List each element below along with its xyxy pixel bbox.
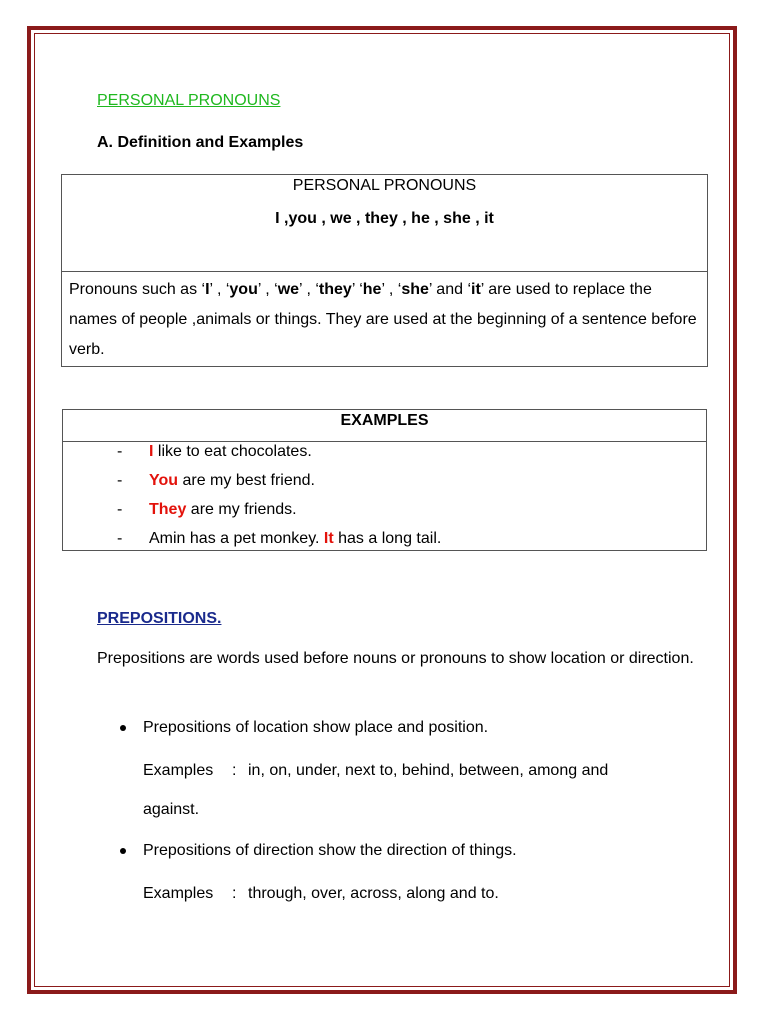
text-fragment: ’ , ‘ bbox=[257, 281, 278, 298]
direction-examples: through, over, across, along and to. bbox=[248, 885, 499, 902]
highlighted-pronoun: It bbox=[323, 530, 334, 547]
dash-marker: - bbox=[117, 443, 123, 460]
text-fragment: ’ , ‘ bbox=[209, 281, 230, 298]
location-examples-line2: against. bbox=[143, 801, 200, 818]
example-row bbox=[63, 501, 706, 523]
example-sentence bbox=[149, 472, 315, 490]
pronoun-word: we bbox=[277, 281, 300, 298]
text-fragment: like to eat chocolates. bbox=[153, 443, 312, 460]
pronoun-word: he bbox=[362, 281, 382, 298]
highlighted-pronoun: I bbox=[149, 443, 154, 460]
examples-label: Examples bbox=[143, 762, 214, 779]
box-divider bbox=[62, 271, 707, 272]
example-row bbox=[63, 472, 706, 494]
bullet-dot-icon bbox=[120, 725, 126, 731]
text-fragment: ’ are used to replace the names of people ,animals or things. They are used at the beginning of a sentence before verb. bbox=[69, 281, 697, 358]
section-title-personal-pronouns: PERSONAL PRONOUNS bbox=[97, 92, 281, 109]
dash-marker: - bbox=[117, 501, 123, 518]
example-sentence bbox=[149, 443, 312, 461]
pronoun-word: you bbox=[229, 281, 258, 298]
section-subtitle-definition: A. Definition and Examples bbox=[97, 134, 304, 151]
box-divider bbox=[63, 441, 706, 442]
prepositions-intro: Prepositions are words used before nouns or pronouns to show location or direction. bbox=[97, 650, 694, 667]
text-fragment: are my best friend. bbox=[178, 472, 315, 489]
examples-colon: : bbox=[232, 762, 237, 779]
examples-box bbox=[62, 409, 707, 551]
example-sentence bbox=[149, 501, 297, 519]
highlighted-pronoun: They bbox=[149, 501, 187, 518]
pronoun-definition-text bbox=[69, 275, 699, 365]
highlighted-pronoun: You bbox=[149, 472, 179, 489]
bullet-location: Prepositions of location show place and position. bbox=[143, 719, 489, 736]
text-fragment: ’ , ‘ bbox=[299, 281, 319, 298]
bullet-dot-icon bbox=[120, 848, 126, 854]
examples-colon: : bbox=[232, 885, 237, 902]
pronoun-word: she bbox=[401, 281, 429, 298]
example-row bbox=[63, 443, 706, 465]
section-title-prepositions: PREPOSITIONS. bbox=[97, 610, 222, 627]
text-fragment: Pronouns such as ‘ bbox=[69, 281, 206, 298]
text-fragment: ’ ‘ bbox=[351, 281, 363, 298]
text-fragment: ’ , ‘ bbox=[381, 281, 402, 298]
bullet-direction: Prepositions of direction show the direction of things. bbox=[143, 842, 517, 859]
text-fragment: ’ and ‘ bbox=[428, 281, 471, 298]
pronoun-word: I bbox=[205, 281, 210, 298]
dash-marker: - bbox=[117, 530, 123, 547]
examples-box-title: EXAMPLES bbox=[340, 412, 429, 429]
pronoun-list: I ,you , we , they , he , she , it bbox=[275, 210, 494, 227]
dash-marker: - bbox=[117, 472, 123, 489]
pronoun-word: it bbox=[471, 281, 481, 298]
example-row bbox=[63, 530, 706, 552]
pronoun-word: they bbox=[318, 281, 352, 298]
pronoun-definition-box bbox=[61, 174, 708, 367]
location-examples-line1: in, on, under, next to, behind, between, among and bbox=[248, 762, 609, 779]
example-sentence bbox=[149, 530, 441, 548]
text-fragment: Amin has a pet monkey. bbox=[149, 530, 324, 547]
text-fragment: are my friends. bbox=[186, 501, 297, 518]
pronoun-box-title: PERSONAL PRONOUNS bbox=[292, 177, 477, 194]
examples-label: Examples bbox=[143, 885, 214, 902]
text-fragment: has a long tail. bbox=[333, 530, 442, 547]
